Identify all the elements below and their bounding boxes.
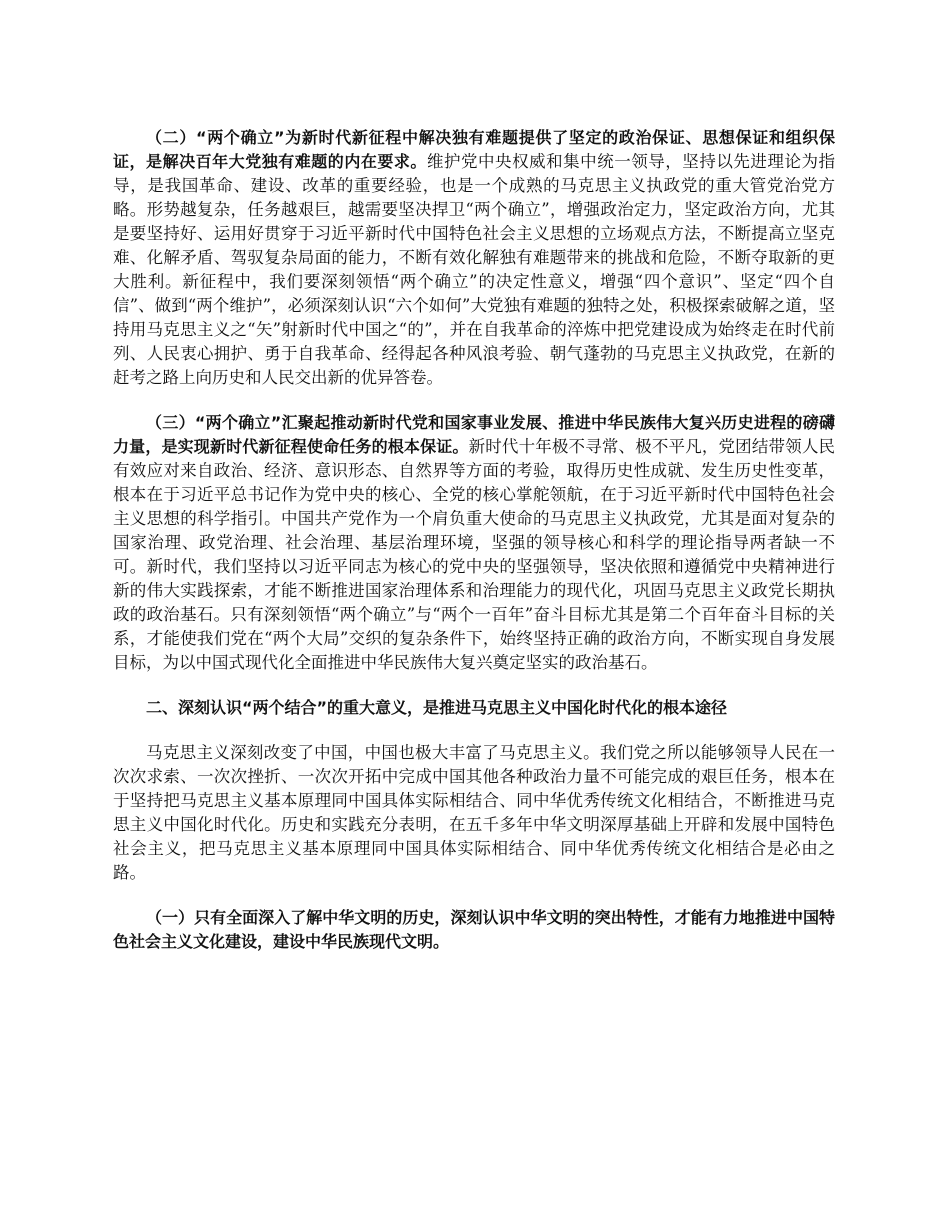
- paragraph-heading: （三）“两个确立”汇聚起推动新时代党和国家事业发展、推进中华民族伟大复兴历史进程的磅礴力量，是实现新时代新征程使命任务的根本保证。: [113, 413, 835, 456]
- document-body: [113, 126, 835, 975]
- section-heading-two: [113, 696, 835, 720]
- paragraph-heading: （一）只有全面深入了解中华文明的历史，深刻认识中华文明的突出特性，才能有力地推进中国特色社会主义文化建设，建设中华民族现代文明。: [113, 908, 835, 951]
- paragraph-heading: （二）“两个确立”为新时代新征程中解决独有难题提供了坚定的政治保证、思想保证和组织保证，是解决百年大党独有难题的内在要求。: [113, 128, 835, 171]
- paragraph-text: 维护党中央权威和集中统一领导，坚持以先进理论为指导，是我国革命、建设、改革的重要经验，也是一个成熟的马克思主义执政党的重大管党治党方略。形势越复杂，任务越艰巨，越需要坚决捍卫“两个确立”，增强政治定力，坚定政治方向，尤其是要坚持好、运用好贯穿于习近平新时代中国特色社会主义思想的立场观点方法，不断提高立坚克难、化解矛盾、驾驭复杂局面的能力，不断有效化解独有难题带来的挑战和危险，不断夺取新的更大胜利。新征程中，我们要深刻领悟“两个确立”的决定性意义，增强“四个意识”、坚定“四个自信”、做到“两个维护”，必须深刻认识“六个如何”大党独有难题的独特之处，积极探索破解之道，坚持用马克思主义之“矢”射新时代中国之“的”，并在自我革命的淬炼中把党建设成为始终走在时代前列、人民衷心拥护、勇于自我革命、经得起各种风浪考验、朝气蓬勃的马克思主义执政党，在新的赶考之路上向历史和人民交出新的优异答卷。: [113, 152, 835, 387]
- paragraph-subsection-1: [113, 906, 835, 954]
- paragraph-text: 马克思主义深刻改变了中国，中国也极大丰富了马克思主义。我们党之所以能够领导人民在一次次求索、一次次挫折、一次次开拓中完成中国其他各种政治力量不可能完成的艰巨任务，根本在于坚持把马克思主义基本原理同中国具体实际相结合、同中华优秀传统文化相结合，不断推进马克思主义中国化时代化。历史和实践充分表明，在五千多年中华文明深厚基础上开辟和发展中国特色社会主义，把马克思主义基本原理同中国具体实际相结合、同中华优秀传统文化相结合是必由之路。: [113, 743, 835, 882]
- paragraph-section-3: [113, 411, 835, 675]
- section-heading-text: 二、深刻认识“两个结合”的重大意义，是推进马克思主义中国化时代化的根本途径: [146, 698, 728, 717]
- paragraph-text: 新时代十年极不寻常、极不平凡，党团结带领人民有效应对来自政治、经济、意识形态、自然界等方面的考验，取得历史性成就、发生历史性变革，根本在于习近平总书记作为党中央的核心、全党的核心掌舵领航，在于习近平新时代中国特色社会主义思想的科学指引。中国共产党作为一个肩负重大使命的马克思主义执政党，尤其是面对复杂的国家治理、政党治理、社会治理、基层治理环境，坚强的领导核心和科学的理论指导两者缺一不可。新时代，我们坚持以习近平同志为核心的党中央的坚强领导，坚决依照和遵循党中央精神进行新的伟大实践探索，才能不断推进国家治理体系和治理能力的现代化，巩固马克思主义政党长期执政的政治基石。只有深刻领悟“两个确立”与“两个一百年”奋斗目标尤其是第二个百年奋斗目标的关系，才能使我们党在“两个大局”交织的复杂条件下，始终坚持正确的政治方向，不断实现自身发展目标，为以中国式现代化全面推进中华民族伟大复兴奠定坚实的政治基石。: [113, 437, 835, 672]
- paragraph-intro: [113, 741, 835, 885]
- paragraph-section-2: [113, 126, 835, 390]
